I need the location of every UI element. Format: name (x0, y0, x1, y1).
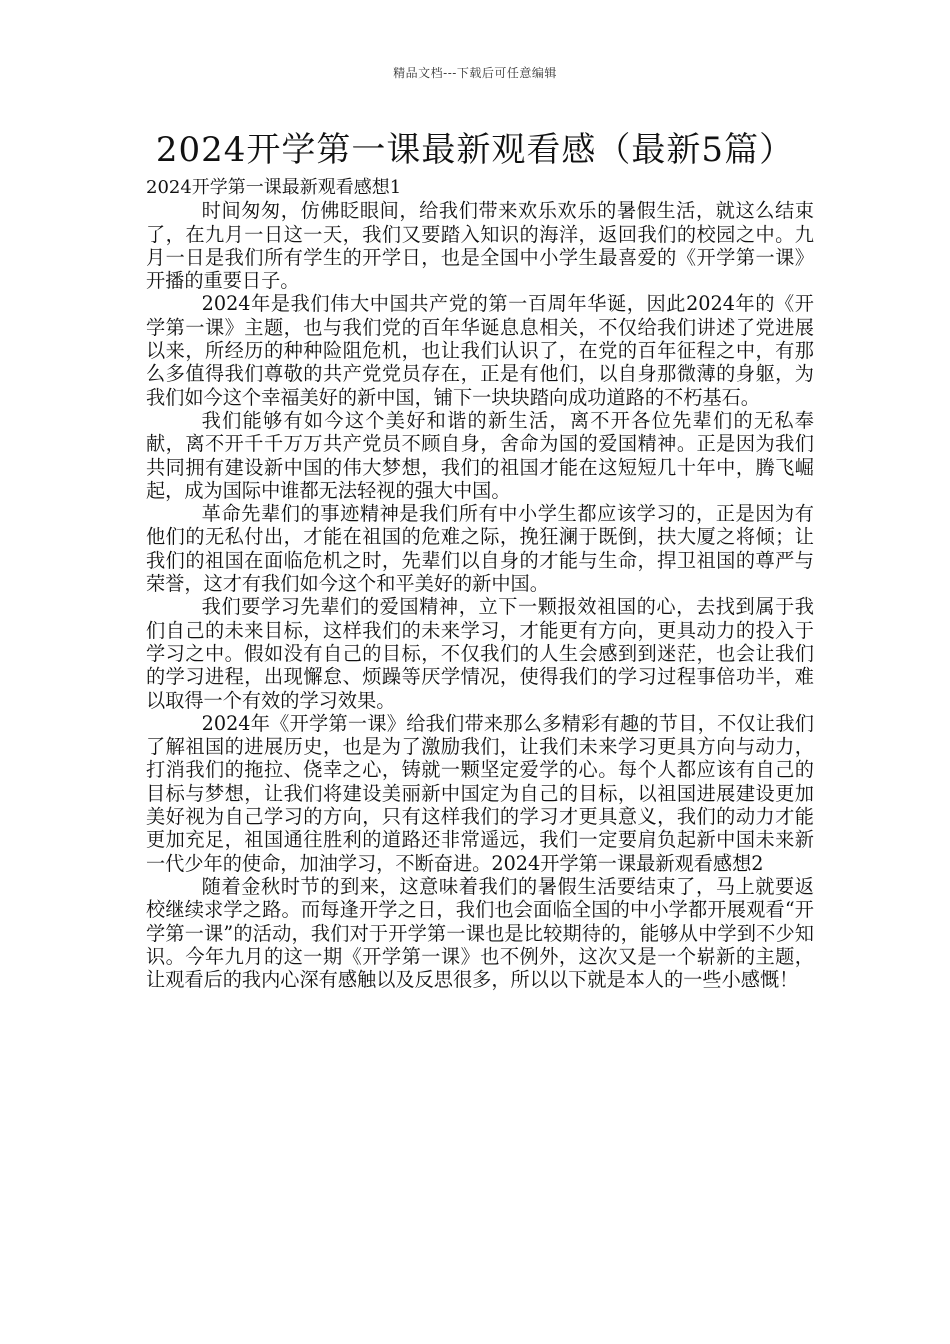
paragraph: 2024年是我们伟大中国共产党的第一百周年华诞，因此2024年的《开学第一课》主题，也与我们党的百年华诞息息相关，不仅给我们讲述了党进展以来，所经历的种种险阻危机，也让我们认识了，在党的百年征程之中，有那么多值得我们尊敬的共产党党员存在，正是有他们，以自身那微薄的身躯，为我们如今这个幸福美好的新中国，铺下一块块踏向成功道路的不朽基石。 (146, 292, 814, 409)
paragraph: 革命先辈们的事迹精神是我们所有中小学生都应该学习的，正是因为有他们的无私付出，才能在祖国的危难之际，挽狂澜于既倒，扶大厦之将倾；让我们的祖国在面临危机之时，先辈们以自身的才能与生命，捍卫祖国的尊严与荣誉，这才有我们如今这个和平美好的新中国。 (146, 502, 814, 596)
section-heading: 2024开学第一课最新观看感想1 (146, 177, 402, 198)
document-body (146, 176, 814, 991)
paragraph: 2024年《开学第一课》给我们带来那么多精彩有趣的节目，不仅让我们了解祖国的进展历史，也是为了激励我们，让我们未来学习更具方向与动力，打消我们的拖拉、侥幸之心，铸就一颗坚定爱学的心。每个人都应该有自己的目标与梦想，让我们将建设美丽新中国定为自己的目标，以祖国进展建设更加美好视为自己学习的方向，只有这样我们的学习才更具意义，我们的动力才能更加充足，祖国通往胜利的道路还非常遥远，我们一定要肩负起新中国未来新一代少年的使命，加油学习，不断奋进。2024开学第一课最新观看感想2 (146, 711, 814, 875)
paragraph: 随着金秋时节的到来，这意味着我们的暑假生活要结束了，马上就要返校继续求学之路。而每逢开学之日，我们也会面临全国的中小学都开展观看“开学第一课”的活动，我们对于开学第一课也是比较期待的，能够从中学到不少知识。今年九月的这一期《开学第一课》也不例外，这次又是一个崭新的主题，让观看后的我内心深有感触以及反思很多，所以以下就是本人的一些小感慨！ (146, 874, 814, 992)
paragraph: 我们能够有如今这个美好和谐的新生活，离不开各位先辈们的无私奉献，离不开千千万万共产党员不顾自身，舍命为国的爱国精神。正是因为我们共同拥有建设新中国的伟大梦想，我们的祖国才能在这短短几十年中，腾飞崛起，成为国际中谁都无法轻视的强大中国。 (146, 408, 814, 502)
header-note: 精品文档---下载后可任意编辑 (393, 66, 557, 80)
paragraph: 时间匆匆，仿佛眨眼间，给我们带来欢乐欢乐的暑假生活，就这么结束了，在九月一日这一天，我们又要踏入知识的海洋，返回我们的校园之中。九月一日是我们所有学生的开学日，也是全国中小学生最喜爱的《开学第一课》开播的重要日子。 (146, 199, 814, 293)
document-title: 2024开学第一课最新观看感（最新5篇） (155, 130, 795, 170)
paragraph: 我们要学习先辈们的爱国精神，立下一颗报效祖国的心，去找到属于我们自己的未来目标，这样我们的未来学习，才能更有方向，更具动力的投入于学习之中。假如没有自己的目标，不仅我们的人生会感到到迷茫，也会让我们的学习进程，出现懈怠、烦躁等厌学情况，使得我们的学习过程事倍功半，难以取得一个有效的学习效果。 (146, 595, 814, 712)
